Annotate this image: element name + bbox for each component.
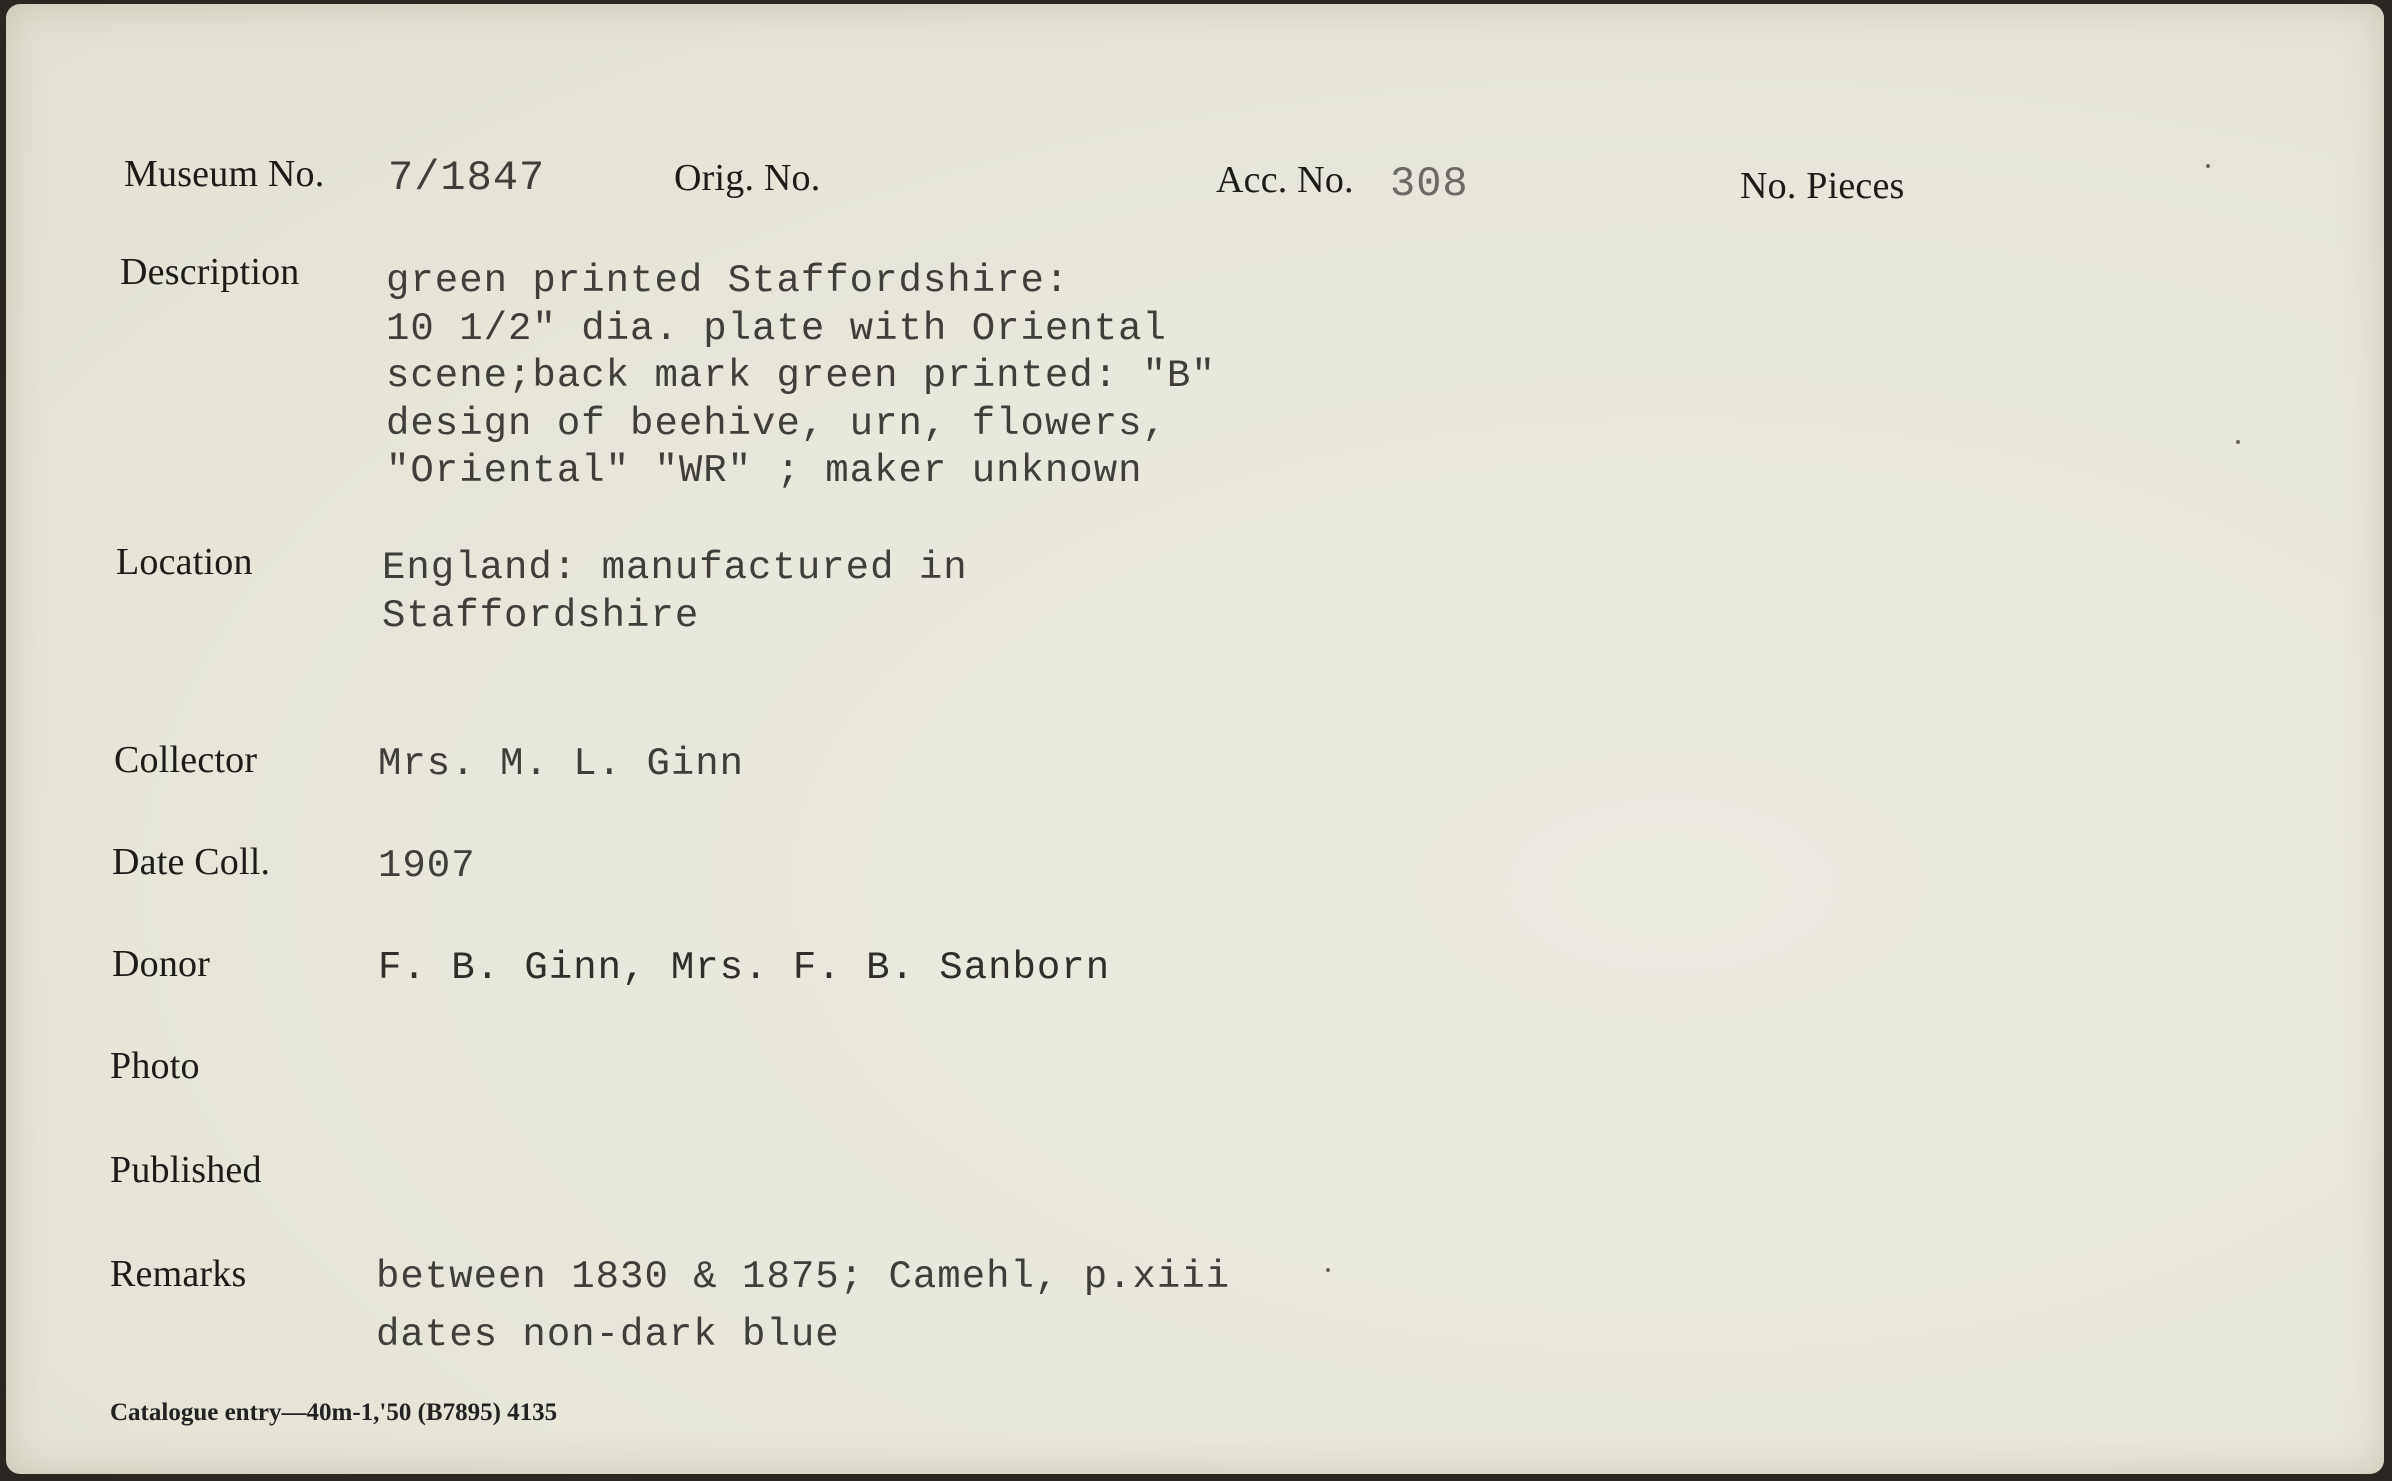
published-label: Published [110, 1149, 262, 1191]
donor-value: F. B. Ginn, Mrs. F. B. Sanborn [378, 946, 1111, 990]
description-line: design of beehive, urn, flowers, [386, 401, 1167, 446]
location-line: Staffordshire [382, 594, 700, 638]
paper-speck [2236, 440, 2240, 444]
description-label: Description [120, 251, 300, 293]
date-coll-label: Date Coll. [112, 841, 271, 883]
acc-no-label: Acc. No. [1216, 159, 1354, 201]
description-line: 10 1/2" dia. plate with Oriental [386, 306, 1167, 351]
location-label: Location [116, 541, 253, 583]
paper-speck [2206, 164, 2210, 168]
donor-label: Donor [112, 943, 211, 985]
description-line: "Oriental" "WR" ; maker unknown [386, 449, 1143, 493]
catalogue-card [6, 4, 2384, 1474]
remarks-line: dates non-dark blue [376, 1313, 840, 1357]
remarks-text [376, 1248, 1230, 1364]
catalogue-footer: Catalogue entry—40m-1,'50 (B7895) 4135 [110, 1399, 558, 1426]
acc-no-value: 308 [1390, 160, 1469, 208]
photo-label: Photo [110, 1045, 200, 1087]
collector-value: Mrs. M. L. Ginn [378, 742, 745, 786]
orig-no-label: Orig. No. [674, 157, 821, 199]
no-pieces-label: No. Pieces [1740, 165, 1905, 207]
description-line: scene;back mark green printed: "B" [386, 354, 1216, 398]
remarks-line: between 1830 & 1875; Camehl, p.xiii [376, 1255, 1231, 1299]
date-coll-value: 1907 [378, 844, 476, 888]
museum-no-value: 7/1847 [388, 154, 546, 202]
description-line: green printed Staffordshire: [386, 259, 1070, 303]
description-text [386, 258, 1216, 496]
location-text [382, 544, 968, 640]
location-line: England: manufactured in [382, 546, 968, 590]
museum-no-label: Museum No. [124, 153, 325, 195]
collector-label: Collector [114, 739, 258, 781]
remarks-label: Remarks [110, 1253, 247, 1295]
paper-speck [1326, 1268, 1330, 1272]
